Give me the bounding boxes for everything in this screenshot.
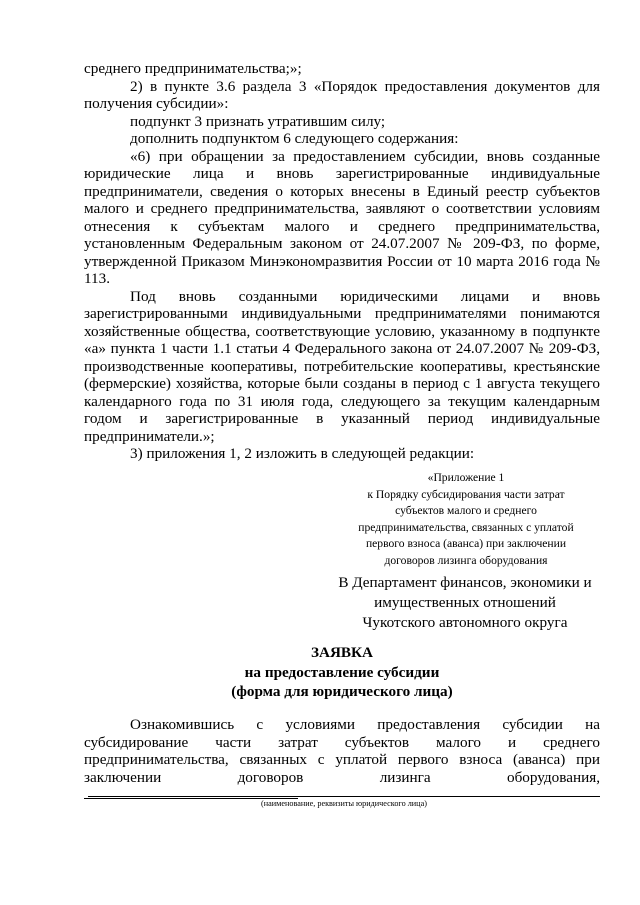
subitem-3-paragraph: подпункт 3 признать утратившим силу; (130, 112, 386, 130)
form-title-main: ЗАЯВКА (310, 644, 374, 661)
amendments-text (84, 60, 600, 463)
form-title-note: (форма для юридического лица) (231, 683, 453, 700)
form-title-sub: на предоставление субсидии (244, 663, 440, 681)
field-caption: (наименование, реквизиты юридического лица) (261, 799, 427, 808)
appendix-line: к Порядку субсидирования части затрат (367, 487, 565, 501)
item-2-paragraph: 2) в пункте 3.6 раздела 3 «Порядок предоставления документов для получения субсидии»: (84, 77, 600, 112)
definition-paragraph: Под вновь созданными юридическими лицами и вновь зарегистрированными индивидуальными предпринимателями понимаются хозяйственные общества, соответствующие условию, указанному в подпункте «а» пункта 1 части 1.1 статьи 4 Федерального закона от 24.07.2007 № 209-ФЗ, производственные кооперативы, потребительские кооперативы, крестьянские (фермерские) хозяйства, которые были созданы в период с 1 августа текущего календарного года по 31 июля года, следующего за текущим календарным годом и зарегистрированные в указанный период индивидуальные предприниматели.»; (84, 287, 600, 445)
appendix-line: субъектов малого и среднего (395, 504, 537, 518)
application-text: Ознакомившись с условиями предоставления субсидии на субсидирование части затрат субъектов малого и среднего предпринимательства, связанных с уплатой первого взноса (аванса) при заключении договоров лизинга оборудования, (84, 716, 600, 786)
appendix-line: предпринимательства, связанных с уплатой (358, 520, 574, 534)
item-3-paragraph: 3) приложения 1, 2 изложить в следующей редакции: (130, 445, 475, 462)
form-title (84, 643, 600, 702)
addressee-block (320, 573, 610, 633)
organization-name-field[interactable] (84, 786, 298, 799)
appendix-line: первого взноса (аванса) при заключении (365, 537, 567, 551)
application-paragraph (84, 716, 600, 804)
appendix-line: «Приложение 1 (427, 471, 505, 484)
addressee-line: имущественных отношений (374, 594, 556, 611)
application-body (84, 716, 600, 804)
addressee-line: В Департамент финансов, экономики и (338, 574, 592, 591)
appendix-line: договоров лизинга оборудования (384, 553, 548, 567)
text-line-top: среднего предпринимательства;»; (84, 60, 302, 77)
appendix-heading (330, 470, 602, 570)
subitem-6-text: «6) при обращении за предоставлением субсидии, вновь созданные юридические лица и вновь зарегистрированные индивидуальные предприниматели, сведения о которых внесены в Единый реестр субъектов малого и среднего предпринимательства, заявляют о соответствии условиям отнесения к субъектам малого и среднего предпринимательства, установленным Федеральным законом от 24.07.2007 № 209-ФЗ, по форме, утвержденной Приказом Минэкономразвития России от 10 марта 2016 года № 113. (84, 147, 600, 287)
addressee-line: Чукотского автономного округа (362, 614, 568, 631)
add-subitem-6-paragraph: дополнить подпунктом 6 следующего содержания: (130, 130, 459, 147)
organization-details-line[interactable] (88, 796, 600, 797)
